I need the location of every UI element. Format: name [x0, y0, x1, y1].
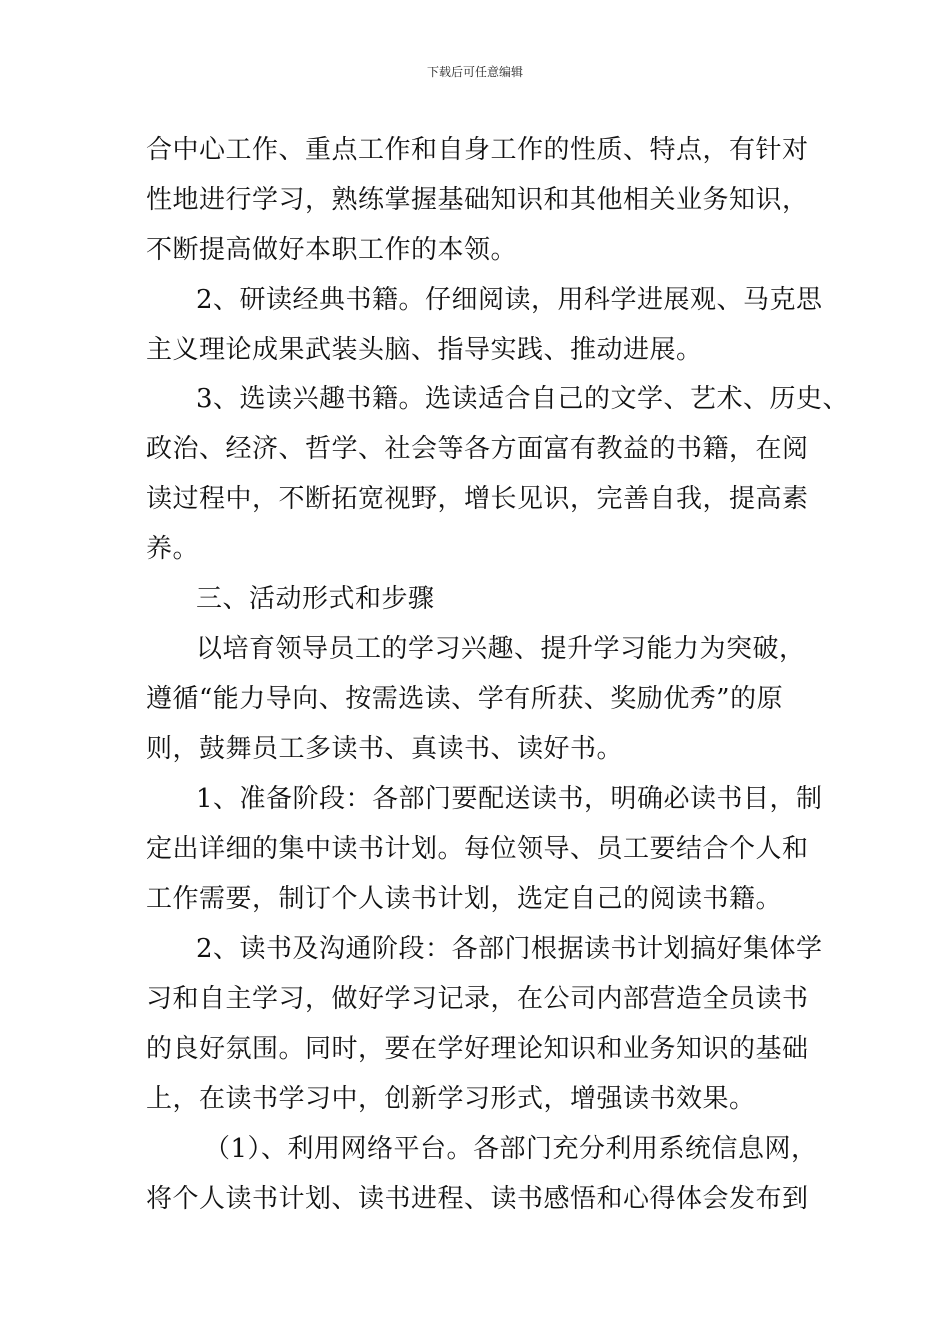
body-line: 2、读书及沟通阶段：各部门根据读书计划搞好集体学 — [196, 934, 823, 964]
body-line: 将个人读书计划、读书进程、读书感悟和心得体会发布到 — [146, 1184, 809, 1214]
body-line: 读过程中，不断拓宽视野，增长见识，完善自我，提高素 — [146, 484, 809, 514]
body-line: 则，鼓舞员工多读书、真读书、读好书。 — [146, 734, 624, 764]
body-line: 上，在读书学习中，创新学习形式，增强读书效果。 — [146, 1084, 756, 1114]
body-line: 2、研读经典书籍。仔细阅读，用科学进展观、马克思 — [196, 285, 823, 315]
page-header: 下载后可任意编辑 — [426, 65, 523, 79]
body-line: 3、选读兴趣书籍。选读适合自己的文学、艺术、历史、 — [196, 384, 850, 414]
body-line: 以培育领导员工的学习兴趣、提升学习能力为突破， — [196, 634, 806, 664]
body-line: （1）、利用网络平台。各部门充分利用系统信息网， — [204, 1134, 818, 1164]
body-line: 性地进行学习，熟练掌握基础知识和其他相关业务知识， — [146, 185, 809, 215]
section-heading: 三、活动形式和步骤 — [196, 584, 435, 614]
body-line: 合中心工作、重点工作和自身工作的性质、特点，有针对 — [146, 135, 809, 165]
body-line: 习和自主学习，做好学习记录，在公司内部营造全员读书 — [146, 984, 809, 1014]
body-line: 政治、经济、哲学、社会等各方面富有教益的书籍，在阅 — [146, 434, 809, 464]
body-line: 遵循“能力导向、按需选读、学有所获、奖励优秀”的原 — [146, 684, 784, 714]
body-line: 养。 — [146, 534, 200, 564]
body-line: 1、准备阶段：各部门要配送读书，明确必读书目，制 — [196, 784, 823, 814]
body-line: 的良好氛围。同时，要在学好理论知识和业务知识的基础 — [146, 1034, 809, 1064]
body-line: 工作需要，制订个人读书计划，选定自己的阅读书籍。 — [146, 884, 783, 914]
body-line: 不断提高做好本职工作的本领。 — [146, 235, 518, 265]
body-line: 定出详细的集中读书计划。每位领导、员工要结合个人和 — [146, 834, 809, 864]
body-line: 主义理论成果武装头脑、指导实践、推动进展。 — [146, 335, 703, 365]
